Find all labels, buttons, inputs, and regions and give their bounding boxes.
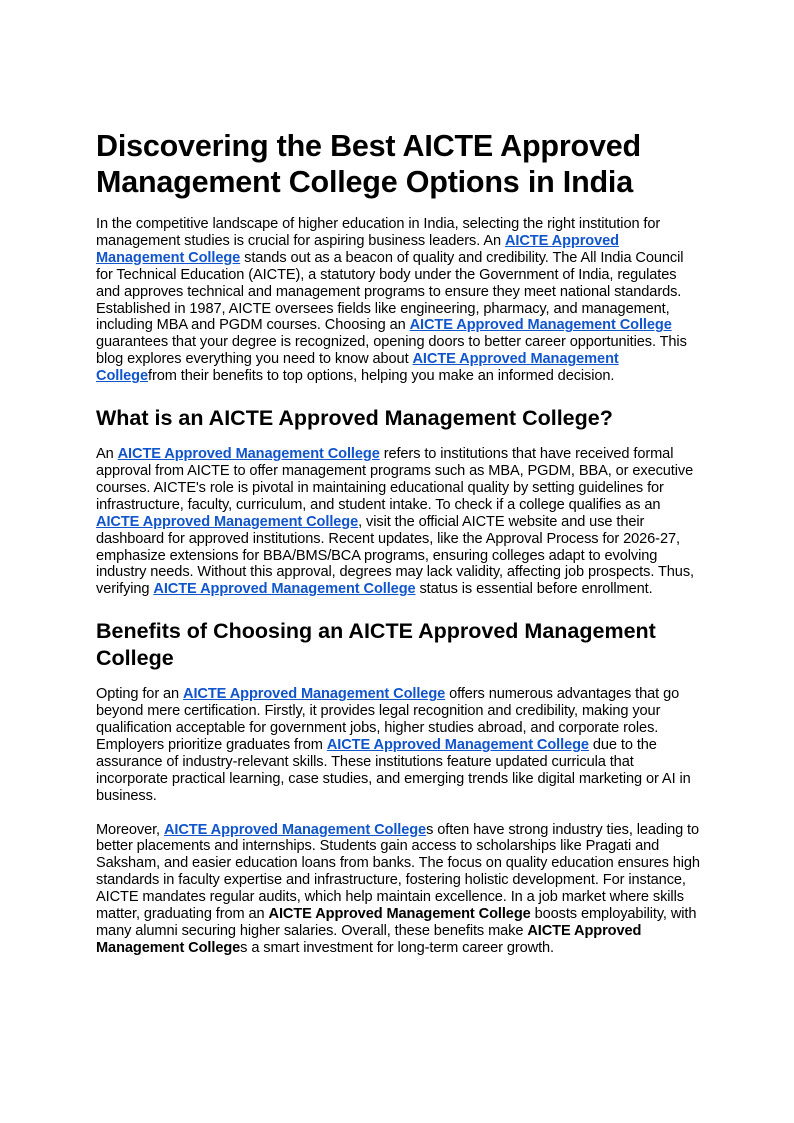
section-heading-what-is: What is an AICTE Approved Management College? [96,406,613,431]
text-run: status is essential before enrollment. [415,581,653,598]
aicte-link[interactable]: AICTE Approved Management College [96,232,619,266]
article-body [96,128,700,957]
aicte-link[interactable]: AICTE Approved Management College [409,317,672,334]
text-run: stands out as a beacon of quality and credibility. The All India Council for Technical Education (AICTE), a statutory body under the Government of India, regulates and approves technical and management programs to ensure they meet national standards. Established in 1987, AICTE oversees fields like engineering, pharmacy, and management, including MBA and PGDM courses. Choosing an [96,249,684,334]
aicte-link[interactable]: AICTE Approved Management College [326,736,589,753]
text-run: Opting for an [96,686,184,703]
text-run: due to the assurance of industry-relevant skills. These institutions feature updated curricula that incorporate practical learning, case studies, and emerging trends like digital marketing or AI in business. [96,736,691,804]
benefits-paragraph-1 [96,686,700,804]
aicte-link[interactable]: AICTE Approved Management College [183,686,446,703]
text-run: guarantees that your degree is recognized, opening doors to better career opportunities. This blog explores everything you need to know about [96,334,687,368]
text-run: s often have strong industry ties, leading to better placements and internships. Students gain access to scholarships like Pragati and Saksham, and easier education loans from banks. The focus on quality education ensures high standards in faculty expertise and infrastructure, fostering holistic development. For instance, AICTE mandates regular audits, which help maintain excellence. In a job market where skills matter, graduating from an [96,821,700,923]
aicte-link[interactable]: AICTE Approved Management College [96,513,359,530]
bold-phrase: AICTE Approved Management College [96,923,642,956]
text-run: In the competitive landscape of higher education in India, selecting the right institution for management studies is crucial for aspiring business leaders. An [96,216,661,249]
intro-paragraph [96,216,700,385]
aicte-link[interactable]: AICTE Approved Management College [163,821,427,838]
page-title: Discovering the Best AICTE Approved Management College Options in India [96,129,641,199]
section-heading-benefits: Benefits of Choosing an AICTE Approved Management College [96,619,656,671]
aicte-link[interactable]: AICTE Approved Management College [117,446,380,463]
text-run: boosts employability, with many alumni securing higher salaries. Overall, these benefits make [96,906,697,939]
text-run: refers to institutions that have received formal approval from AICTE to offer management programs such as MBA, PGDM, BBA, or executive courses. AICTE's role is pivotal in maintaining educational quality by setting guidelines for infrastructure, faculty, curriculum, and student intake. To check if a college qualifies as an [96,446,694,513]
text-run: An [96,446,118,463]
text-run: s a smart investment for long-term career growth. [240,939,555,956]
text-run: from their benefits to top options, helping you make an informed decision. [148,368,615,385]
text-run: Moreover, [96,821,164,838]
what-is-paragraph [96,446,700,598]
aicte-link[interactable]: AICTE Approved Management College [153,581,416,598]
text-run: , visit the official AICTE website and use their dashboard for approved institutions. Recent updates, like the Approval Process for 2026-27, emphasize extensions for BBA/BMS/BCA programs, ensuring colleges adapt to evolving industry needs. Without this approval, degrees may lack validity, affecting job prospects. Thus, verifying [96,513,694,598]
aicte-link[interactable]: AICTE Approved Management College [96,351,619,385]
bold-phrase: AICTE Approved Management College [268,906,531,923]
text-run: offers numerous advantages that go beyond mere certification. Firstly, it provides legal recognition and credibility, making your qualification acceptable for government jobs, higher studies abroad, and corporate roles. Employers prioritize graduates from [96,686,680,753]
benefits-paragraph-2 [96,822,700,957]
